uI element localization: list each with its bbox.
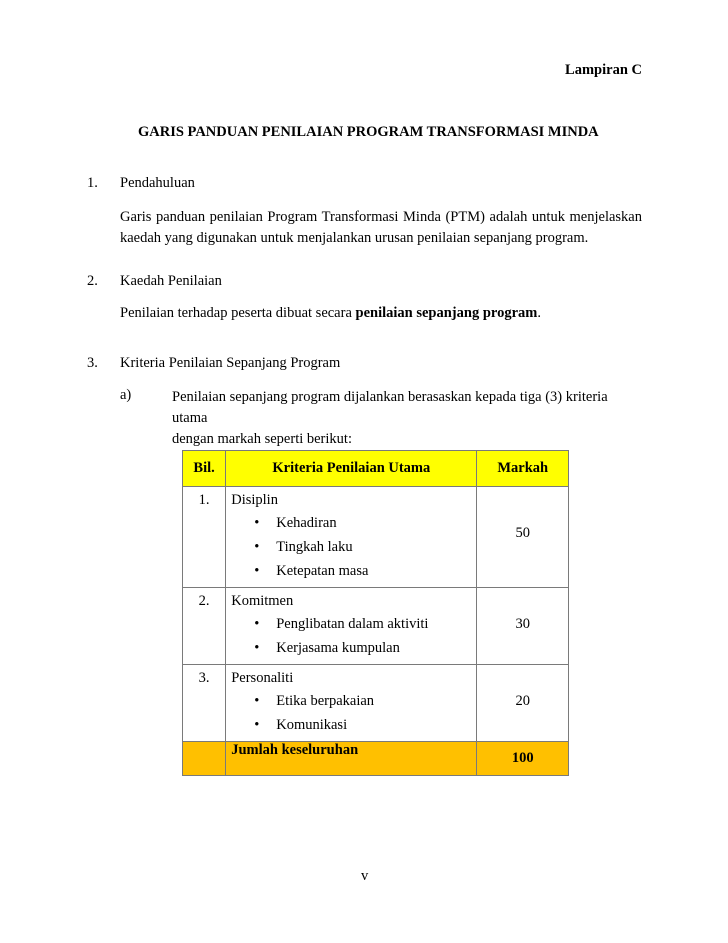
- table-row: [183, 487, 569, 588]
- item-label: Kerjasama kumpulan: [276, 640, 400, 656]
- list-item: [231, 689, 476, 713]
- table-row: [183, 588, 569, 665]
- bullet-icon: •: [254, 563, 260, 579]
- item-label: Komunikasi: [276, 717, 348, 733]
- criteria-list: [231, 612, 476, 660]
- section-3-heading: Kriteria Penilaian Sepanjang Program: [120, 355, 341, 371]
- list-item: [231, 636, 476, 660]
- bullet-icon: •: [254, 717, 260, 733]
- section-2-body-bold: penilaian sepanjang program: [355, 305, 538, 321]
- section-3-number: 3.: [87, 355, 98, 371]
- section-1-number: 1.: [87, 175, 98, 191]
- table-row: [183, 665, 569, 742]
- document-title: GARIS PANDUAN PENILAIAN PROGRAM TRANSFORMASI MINDA: [138, 124, 599, 140]
- section-1-heading: Pendahuluan: [120, 175, 195, 191]
- section-3-sub-line-2: dengan markah seperti berikut:: [172, 431, 352, 447]
- criteria-list: [231, 511, 476, 583]
- header-no: Bil.: [183, 451, 226, 487]
- bullet-icon: •: [254, 539, 260, 555]
- header-marks: Markah: [477, 451, 569, 487]
- row-marks: 20: [477, 665, 569, 742]
- criteria-table: [182, 450, 569, 776]
- page-number: v: [361, 868, 369, 884]
- section-2-body-suffix: .: [537, 305, 541, 321]
- section-2-heading: Kaedah Penilaian: [120, 273, 222, 289]
- table-header-row: [183, 451, 569, 487]
- list-item: [231, 612, 476, 636]
- section-2-number: 2.: [87, 273, 98, 289]
- criteria-title: Komitmen: [231, 593, 294, 609]
- list-item: [231, 535, 476, 559]
- criteria-title: Personaliti: [231, 670, 294, 686]
- section-1-line-2: kaedah yang digunakan untuk menjalankan urusan penilaian sepanjang program.: [120, 230, 589, 246]
- item-label: Penglibatan dalam aktiviti: [276, 616, 429, 632]
- table-total-row: [183, 742, 569, 776]
- section-3-sub-label: a): [120, 387, 132, 403]
- section-2-body-prefix: Penilaian terhadap peserta dibuat secara: [120, 305, 356, 321]
- row-number: [183, 487, 226, 588]
- section-1-line-1: Garis panduan penilaian Program Transformasi Minda (PTM) adalah untuk menjelaskan: [120, 209, 642, 225]
- item-label: Tingkah laku: [276, 539, 353, 555]
- section-3-sub-line-1: Penilaian sepanjang program dijalankan berasaskan kepada tiga (3) kriteria utama: [172, 389, 608, 426]
- row-3-number: 3.: [198, 670, 210, 686]
- item-label: Etika berpakaian: [276, 693, 375, 709]
- row-criteria: [226, 487, 477, 588]
- bullet-icon: •: [254, 616, 260, 632]
- item-label: Ketepatan masa: [276, 563, 369, 579]
- row-criteria: [226, 665, 477, 742]
- row-marks: 30: [477, 588, 569, 665]
- section-2-body: [120, 305, 541, 322]
- row-criteria: [226, 588, 477, 665]
- total-label: Jumlah keseluruhan: [226, 742, 477, 776]
- list-item: [231, 559, 476, 583]
- row-2-number: 2.: [198, 593, 210, 609]
- criteria-list: [231, 689, 476, 737]
- row-marks: 50: [477, 487, 569, 588]
- criteria-title: Disiplin: [231, 492, 278, 508]
- bullet-icon: •: [254, 693, 260, 709]
- section-3-sub-body: [172, 387, 642, 450]
- section-1-body: [120, 207, 642, 249]
- item-label: Kehadiran: [276, 515, 337, 531]
- list-item: [231, 713, 476, 737]
- total-empty-cell: [183, 742, 226, 776]
- appendix-label: Lampiran C: [565, 62, 642, 78]
- row-number: [183, 665, 226, 742]
- header-criteria: Kriteria Penilaian Utama: [226, 451, 477, 487]
- list-item: [231, 511, 476, 535]
- row-number: [183, 588, 226, 665]
- total-marks: 100: [477, 742, 569, 776]
- bullet-icon: •: [254, 515, 260, 531]
- row-1-number: 1.: [198, 492, 210, 508]
- bullet-icon: •: [254, 640, 260, 656]
